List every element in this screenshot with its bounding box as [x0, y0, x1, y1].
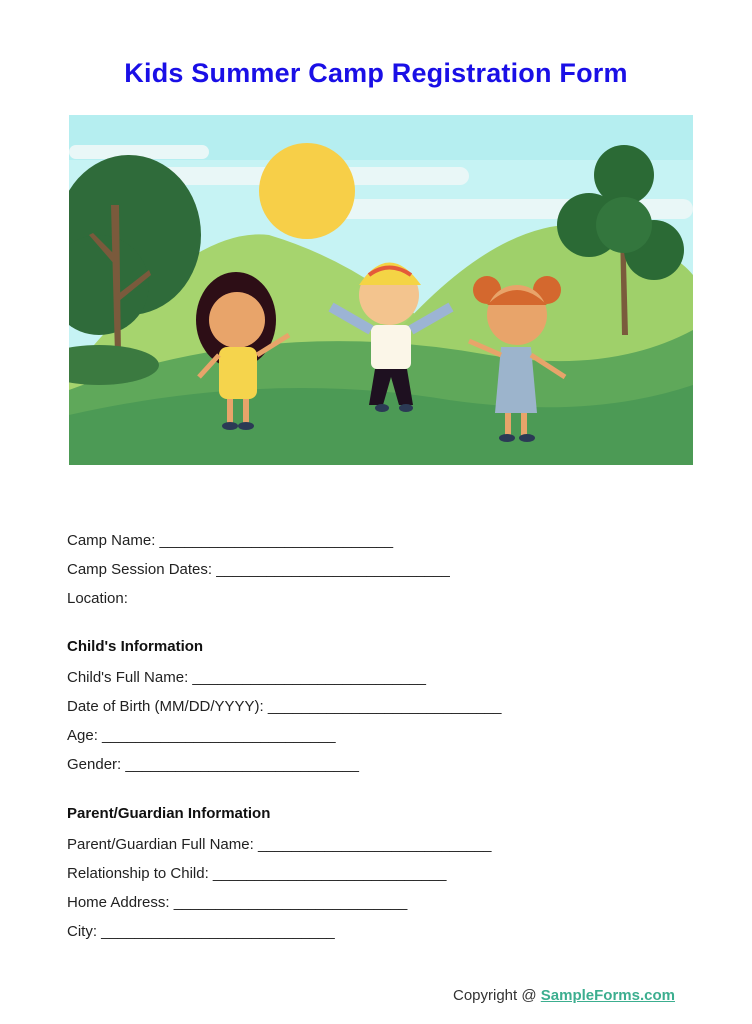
- location-field[interactable]: [67, 590, 128, 607]
- home-address-blank[interactable]: ____________________________: [173, 894, 408, 911]
- date-of-birth-label: Date of Birth (MM/DD/YYYY):: [67, 698, 264, 715]
- child-full-name-label: Child's Full Name:: [67, 669, 189, 686]
- city-field[interactable]: [67, 923, 335, 940]
- child-info-heading: Child's Information: [67, 638, 204, 655]
- copyright-footer: [453, 987, 675, 1004]
- date-of-birth-field[interactable]: [67, 698, 501, 715]
- gender-field[interactable]: [67, 756, 359, 773]
- child-full-name-blank[interactable]: ____________________________: [192, 669, 426, 686]
- parent-info-heading: Parent/Guardian Information: [67, 805, 271, 822]
- relationship-label: Relationship to Child:: [67, 865, 209, 882]
- relationship-field[interactable]: [67, 865, 447, 882]
- parent-full-name-field[interactable]: [67, 836, 492, 853]
- date-of-birth-blank[interactable]: ____________________________: [267, 698, 502, 715]
- form-title: Kids Summer Camp Registration Form: [124, 58, 628, 88]
- city-blank[interactable]: ____________________________: [101, 923, 335, 940]
- location-label: Location:: [67, 590, 128, 607]
- gender-label: Gender:: [67, 756, 122, 773]
- sampleforms-link[interactable]: SampleForms.com: [540, 987, 675, 1004]
- camp-session-dates-label: Camp Session Dates:: [67, 561, 213, 578]
- age-field[interactable]: [67, 727, 336, 744]
- home-address-field[interactable]: [67, 894, 407, 911]
- city-label: City:: [67, 923, 97, 940]
- home-address-label: Home Address:: [67, 894, 170, 911]
- camp-name-blank[interactable]: ____________________________: [159, 532, 394, 549]
- kids-summer-park-illustration: [69, 115, 693, 465]
- camp-name-label: Camp Name:: [67, 532, 156, 549]
- age-label: Age:: [67, 727, 98, 744]
- copyright-text: Copyright @: [453, 987, 541, 1004]
- camp-name-field[interactable]: [67, 532, 393, 549]
- gender-blank[interactable]: ____________________________: [125, 756, 359, 773]
- parent-full-name-blank[interactable]: ____________________________: [257, 836, 492, 853]
- age-blank[interactable]: ____________________________: [102, 727, 336, 744]
- camp-session-dates-field[interactable]: [67, 561, 450, 578]
- child-full-name-field[interactable]: [67, 669, 426, 686]
- parent-full-name-label: Parent/Guardian Full Name:: [67, 836, 254, 853]
- relationship-blank[interactable]: ____________________________: [212, 865, 447, 882]
- camp-session-dates-blank[interactable]: ____________________________: [216, 561, 450, 578]
